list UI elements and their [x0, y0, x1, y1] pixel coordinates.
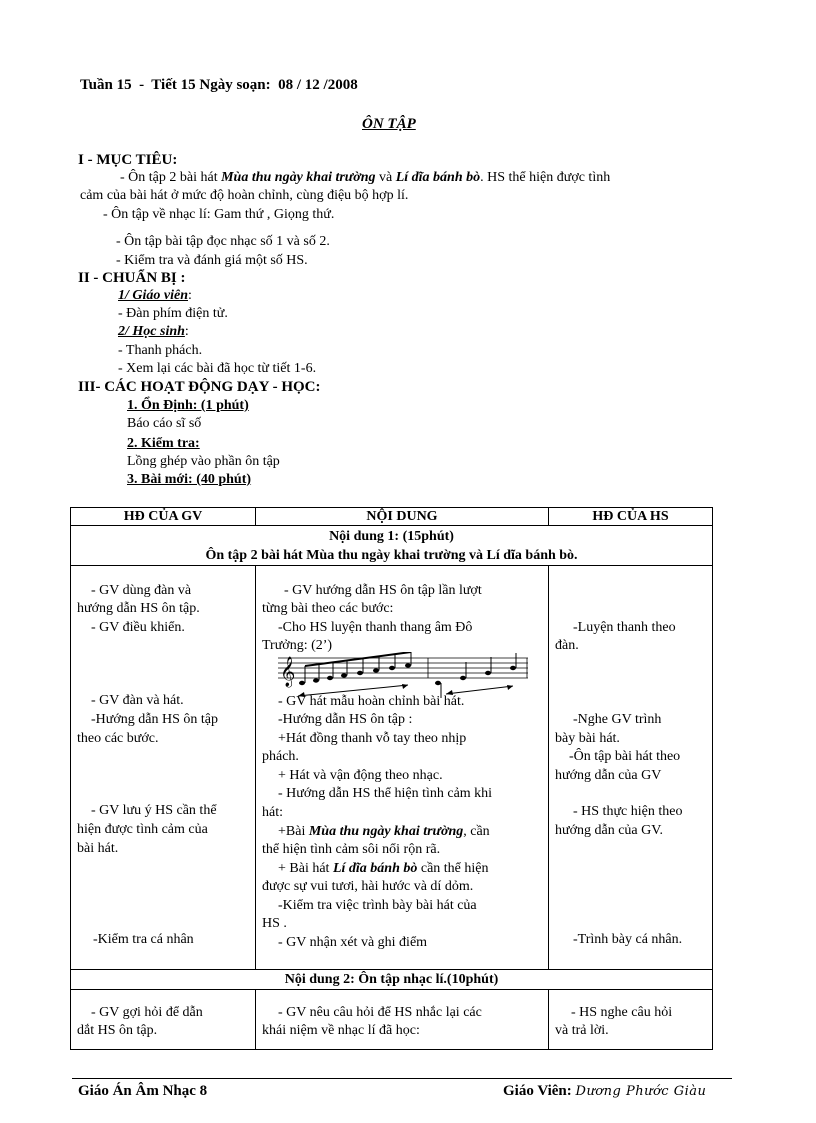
section-preparation-heading: II - CHUẨN BỊ : — [78, 270, 186, 286]
step-2-text: Lồng ghép vào phần ôn tập — [127, 454, 280, 469]
song-title: Mùa thu ngày khai trường — [221, 170, 376, 185]
content-1-row — [71, 566, 713, 970]
col-student-activity: HĐ CỦA HS — [549, 508, 713, 526]
treble-clef-icon: 𝄞 — [280, 657, 296, 687]
song-title: Lí dĩa bánh bò — [332, 861, 418, 876]
student-item-2: - Xem lại các bài đã học từ tiết 1-6. — [118, 361, 317, 376]
student-subheading: 2/ Học sinh — [118, 324, 185, 339]
student-item-1: - Thanh phách. — [118, 343, 203, 358]
teacher-activity-cell: - GV dùng đàn và hướng dẫn HS ôn tập. - GV điều khiển. - GV đàn và hát. -Hướng dẫn HS ôn tập theo các bước. - GV lưu ý HS cần thể hiện được tình cảm của bài hát. -Kiểm tra cá nhân — [71, 566, 256, 970]
student-activity-cell: -Luyện thanh theo đàn. -Nghe GV trình bày bài hát. -Ôn tập bài hát theo hướng dẫn của GV - HS thực hiện theo hướng dẫn của GV. -Trình bày cá nhân. — [549, 566, 713, 970]
section-objectives-heading: I - MỤC TIÊU: — [78, 152, 178, 168]
lesson-header: Tuần 15 - Tiết 15 Ngày soạn: 08 / 12 /2008 — [80, 77, 358, 93]
content-1-subtitle: Ôn tập 2 bài hát Mùa thu ngày khai trường và Lí dĩa bánh bò. — [205, 548, 578, 563]
footer-divider — [72, 1078, 732, 1079]
col-content: NỘI DUNG — [256, 508, 549, 526]
step-2-heading: 2. Kiểm tra: — [127, 436, 200, 451]
section-activities-heading: III- CÁC HOẠT ĐỘNG DẠY - HỌC: — [78, 379, 321, 395]
step-1-heading: 1. Ổn Định: (1 phút) — [127, 398, 249, 413]
teacher-item: - Đàn phím điện tử. — [118, 306, 228, 321]
content-1-title-row — [71, 526, 713, 566]
step-1-text: Báo cáo sĩ số — [127, 416, 202, 431]
page-title: ÔN TẬP — [362, 116, 416, 132]
week: Tuần 15 — [80, 77, 132, 93]
footer-right: Giáo Viên: Dương Phước Giàu — [503, 1083, 707, 1099]
step-3-heading: 3. Bài mới: (40 phút) — [127, 472, 252, 487]
content-2-title: Nội dung 2: Ôn tập nhạc lí.(10phút) — [71, 970, 713, 990]
footer-left: Giáo Án Âm Nhạc 8 — [78, 1083, 208, 1099]
prep-date: 08 / 12 /2008 — [278, 77, 358, 93]
teacher-signature: Dương Phước Giàu — [575, 1084, 707, 1099]
song-title: Mùa thu ngày khai trường — [308, 824, 464, 839]
content-cell: - GV hướng dẫn HS ôn tập lần lượt từng bài theo các bước: -Cho HS luyện thanh thang âm Đô Trưởng: (2’) 𝄞 - GV hát mẫu hoàn chỉnh bài hát. -Hướng dẫn HS ôn tập : +Hát đồng thanh vỗ tay theo nhịp phách. + Hát và vận động theo nhạc. - Hướng dẫn HS thể hiện tình cảm khi hát: +Bài Mùa thu ngày khai trường, cần thể hiện tình cảm sôi nổi rộn rã. + Bài hát Lí dĩa bánh bò cần thể hiện được sự vui tươi, hài hước và dí dỏm. -Kiểm tra việc trình bày bài hát của HS . - GV nhận xét và ghi điểm — [256, 566, 549, 970]
objective-line-2: cảm của bài hát ở mức độ hoàn chỉnh, cùng điệu bộ hợp lí. — [80, 188, 409, 203]
content-2-title-row — [71, 970, 713, 990]
col-teacher-activity: HĐ CỦA GV — [71, 508, 256, 526]
objective-line-3: - Ôn tập về nhạc lí: Gam thứ , Giọng thứ. — [103, 207, 335, 222]
teacher-subheading: 1/ Giáo viên — [118, 288, 188, 303]
content-1-title: Nội dung 1: (15phút) — [329, 529, 454, 544]
objective-line-1: - Ôn tập 2 bài hát Mùa thu ngày khai trường và Lí dĩa bánh bò. HS thể hiện được tình — [120, 170, 611, 185]
content-2-row: - GV gợi hỏi để dẫn dắt HS ôn tập. - GV nêu câu hỏi để HS nhắc lại các khái niệm về nhạc lí đã học: - HS nghe câu hỏi và trả lời. — [71, 990, 713, 1050]
objective-line-5: - Kiểm tra và đánh giá một số HS. — [116, 253, 308, 268]
song-title: Lí dĩa bánh bò — [395, 170, 481, 185]
objective-line-4: - Ôn tập bài tập đọc nhạc số 1 và số 2. — [116, 234, 330, 249]
table-header-row — [71, 508, 713, 526]
lesson-plan-table — [70, 507, 713, 1050]
lesson-number: Tiết 15 — [151, 77, 196, 93]
